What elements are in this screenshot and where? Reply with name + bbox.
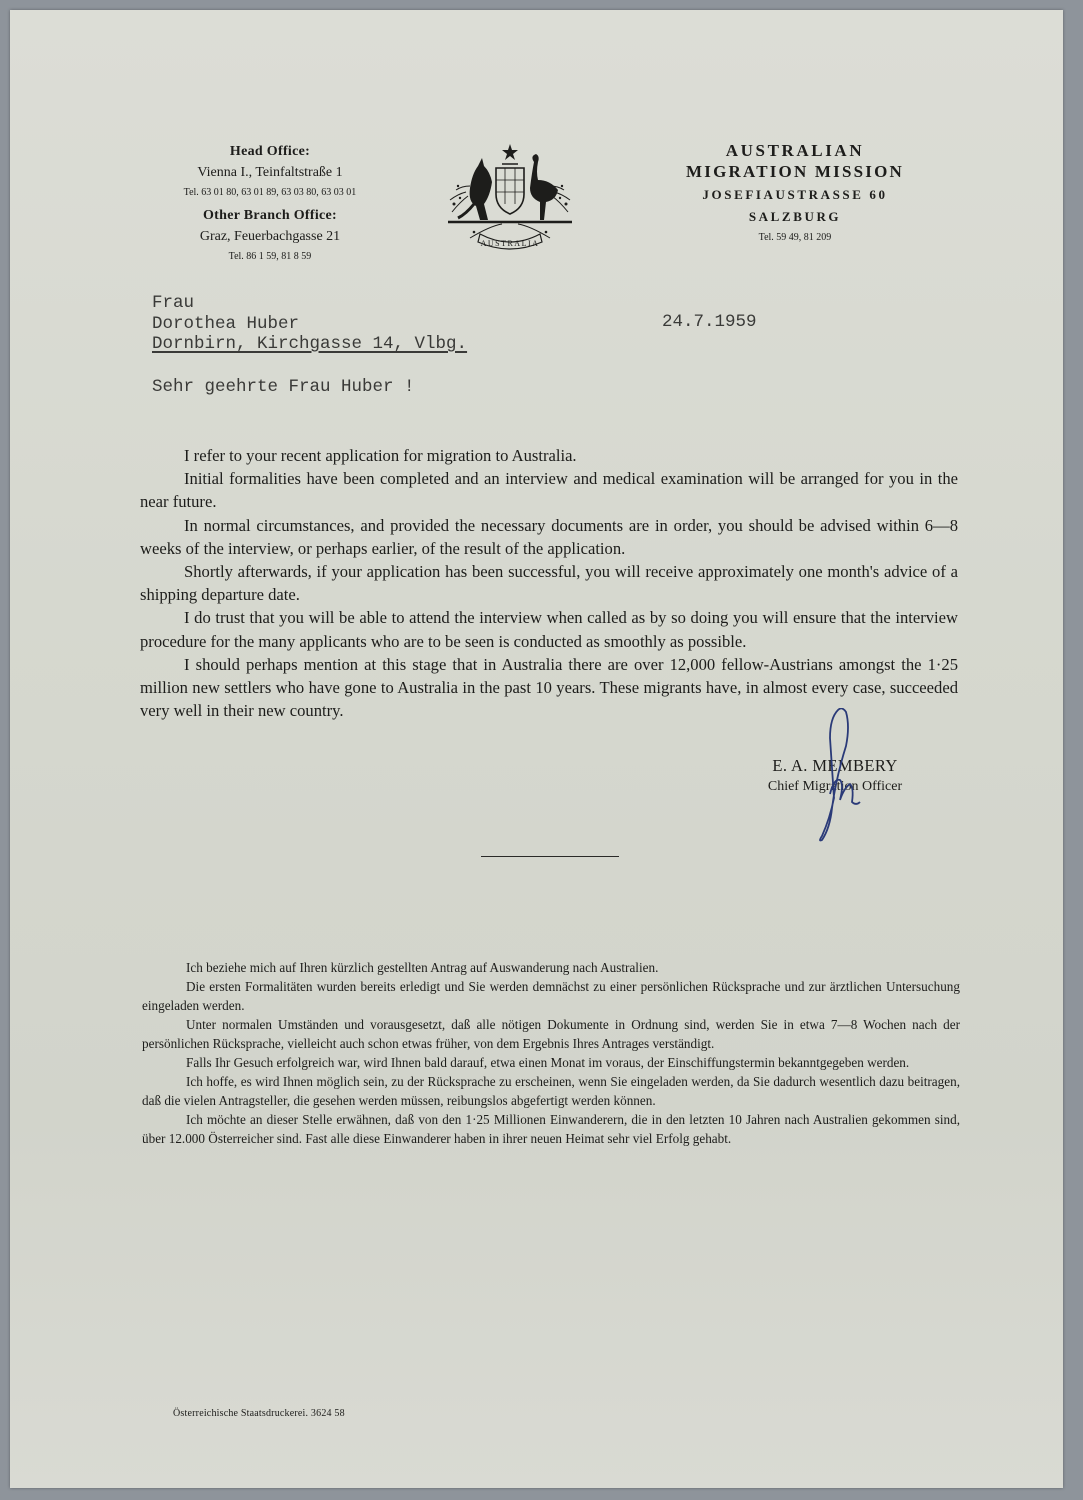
paragraph: Initial formalities have been completed and an interview and medical examination will be arranged for you in the near future.: [140, 469, 958, 512]
letterhead-offices: [150, 142, 390, 266]
signatory-name: E. A. MEMBERY: [772, 756, 898, 775]
signatory-title: Chief Migration Officer: [767, 779, 903, 794]
paragraph: Unter normalen Umständen und vorausgesetzt, daß alle nötigen Dokumente in Ordnung sind, werden Sie in etwa 7—8 Wochen nach der persönlichen Rücksprache, vielleicht auch schon etwas früher, von dem Ergebnis Ihres Antrages verständigt.: [142, 1017, 960, 1051]
head-office-label: Head Office:: [229, 144, 311, 159]
paragraph: In normal circumstances, and provided the necessary documents are in order, you should be advised within 6—8 weeks of the interview, or perhaps earlier, of the result of the application.: [140, 515, 958, 558]
branch-office-tel: Tel. 86 1 59, 81 8 59: [228, 251, 312, 262]
mission-street: JOSEFIAUSTRASSE 60: [702, 187, 888, 202]
mission-city: SALZBURG: [748, 209, 842, 224]
crest-scroll-text: AUSTRALIA: [480, 239, 540, 248]
paragraph: Shortly afterwards, if your application has been successful, you will receive approximately one month's advice of a shipping departure date.: [140, 562, 958, 605]
branch-office-label: Other Branch Office:: [202, 208, 338, 223]
letterhead-mission: [660, 140, 930, 250]
section-divider: [481, 856, 619, 857]
head-office-tel: Tel. 63 01 80, 63 01 89, 63 03 80, 63 03 01: [183, 187, 357, 198]
paragraph: Die ersten Formalitäten wurden bereits erledigt und Sie werden demnächst zu einer persönlichen Rücksprache und zur ärztlichen Untersuchung eingeladen werden.: [142, 979, 960, 1013]
handwritten-signature-icon: [800, 708, 870, 848]
paragraph: I refer to your recent application for migration to Australia.: [184, 446, 577, 465]
paragraph: Ich beziehe mich auf Ihren kürzlich gestellten Antrag auf Auswanderung nach Australien.: [186, 960, 659, 975]
paragraph: Ich möchte an dieser Stelle erwähnen, daß von den 1·25 Millionen Einwanderern, die in den letzten 10 Jahren nach Australien gekommen sind, über 12.000 Österreicher sind. Fast alle diese Einwanderer haben in ihrer neuen Heimat sehr viel Erfolg gehabt.: [142, 1112, 960, 1146]
body-english: [140, 444, 958, 722]
recipient-address: [152, 293, 467, 355]
salutation: Sehr geehrte Frau Huber !: [152, 377, 415, 397]
printer-imprint: Österreichische Staatsdruckerei. 3624 58: [173, 1408, 345, 1419]
paragraph: I should perhaps mention at this stage that in Australia there are over 12,000 fellow-Austrians amongst the 1·25 million new settlers who have gone to Australia in the past 10 years. These migrants have, in almost every case, succeeded very well in their new country.: [140, 654, 958, 721]
recipient-name: Dorothea Huber: [152, 313, 300, 334]
letter-page: [10, 10, 1063, 1488]
body-german: [142, 958, 960, 1148]
paragraph: Falls Ihr Gesuch erfolgreich war, wird Ihnen bald darauf, etwa einen Monat im voraus, der Einschiffungstermin bekanntgegeben werden.: [186, 1055, 910, 1070]
paragraph: Ich hoffe, es wird Ihnen möglich sein, zu der Rücksprache zu erscheinen, wenn Sie eingeladen werden, da Sie dadurch wesentlich dazu beitragen, daß die vielen Antragsteller, die gesehen werden müssen, reibungslos abgefertigt werden können.: [142, 1074, 960, 1108]
org-name-line2: MIGRATION MISSION: [686, 162, 904, 181]
org-name-line1: AUSTRALIAN: [725, 141, 865, 160]
head-office-address: Vienna I., Teinfaltstraße 1: [197, 165, 343, 180]
recipient-title: Frau: [152, 293, 195, 313]
letter-date: 24.7.1959: [662, 312, 757, 332]
mission-tel: Tel. 59 49, 81 209: [758, 232, 832, 243]
paragraph: I do trust that you will be able to attend the interview when called as by so doing you will ensure that the interview procedure for the many applicants who are to be seen is conducted as smoothly as possible.: [140, 608, 958, 651]
recipient-street: Dornbirn, Kirchgasse 14, Vlbg.: [152, 334, 468, 354]
branch-office-address: Graz, Feuerbachgasse 21: [199, 229, 341, 244]
australian-coat-of-arms-icon: [430, 142, 590, 254]
